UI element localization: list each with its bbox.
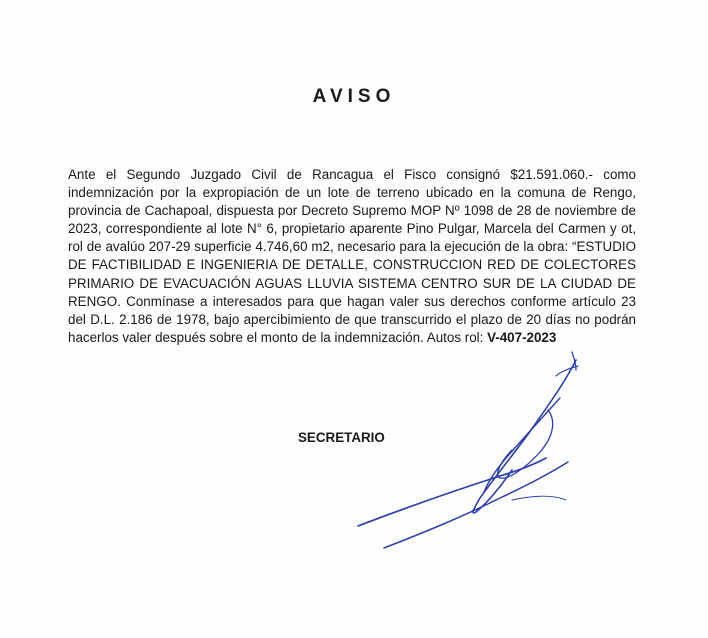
notice-body-text: Ante el Segundo Juzgado Civil de Rancagua el Fisco consignó $21.591.060.- como indemnización por la expropiación de un lote de terreno ubicado en la comuna de Rengo, provincia de Cachapoal, dispuesta por Decreto Supremo MOP Nº 1098 de 28 de noviembre de 2023, correspondiente al lote N° 6, propietario aparente Pino Pulgar, Marcela del Carmen y ot, rol de avalúo 207-29 superficie 4.746,60 m2, necesario para la ejecución de la obra: “ESTUDIO DE FACTIBILIDAD E INGENIERIA DE DETALLE, CONSTRUCCION RED DE COLECTORES PRIMARIO DE EVACUACIÓN AGUAS LLUVIA SISTEMA CENTRO SUR DE LA CIUDAD DE RENGO. Conmínase a interesados para que hagan valer sus derechos conforme artículo 23 del D.L. 2.186 de 1978, bajo apercibimiento de que transcurrido el plazo de 20 días no podrán hacerlos valer después sobre el monto de la indemnización. Autos rol: [68,167,636,345]
signer-title: SECRETARIO [298,430,385,445]
case-reference: V-407-2023 [487,329,557,345]
notice-title: AVISO [312,86,396,107]
notice-body [68,166,636,347]
